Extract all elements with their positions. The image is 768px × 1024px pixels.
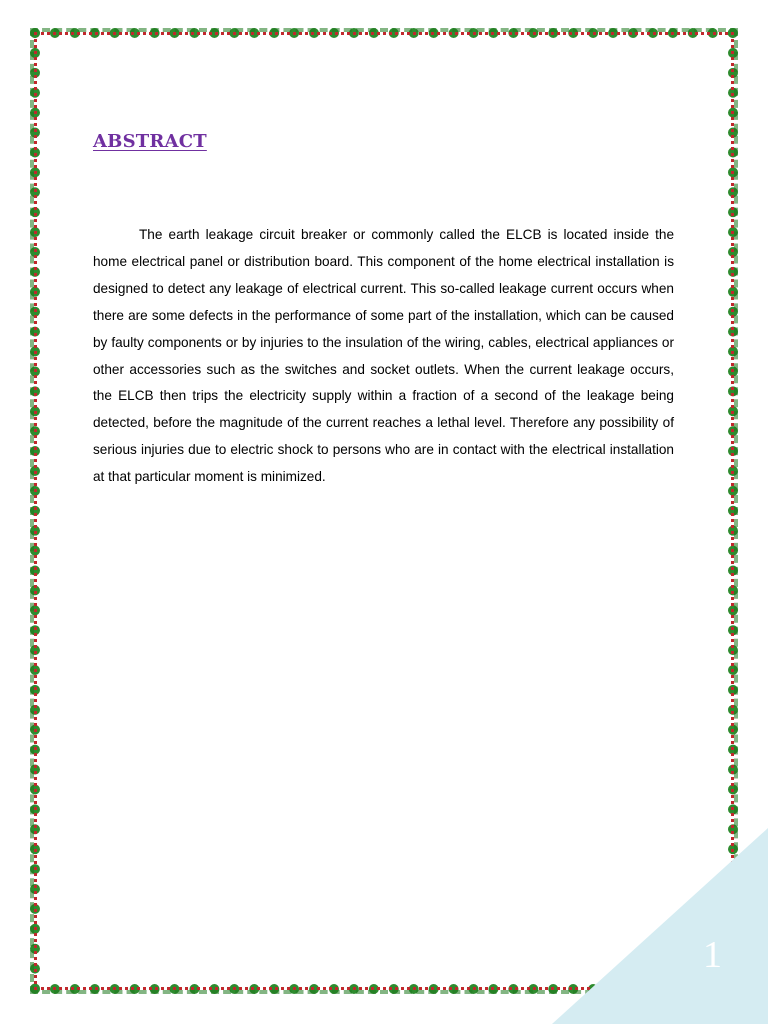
corner-triangle-decoration [552,828,768,1024]
abstract-heading: ABSTRACT [93,131,207,152]
abstract-paragraph: The earth leakage circuit breaker or commonly called the ELCB is located inside the home electrical panel or distribution board. This component of the home electrical installation is designed to detect any leakage of electrical current. This so-called leakage current occurs when there are some defects in the performance of some part of the installation, which can be caused by faulty components or by injuries to the insulation of the wiring, cables, electrical appliances or other accessories such as the switches and socket outlets. When the current leakage occurs, the ELCB then trips the electricity supply within a fraction of a second of the leakage being detected, before the magnitude of the current reaches a lethal level. Therefore any possibility of serious injuries due to electric shock to persons who are in contact with the electrical installation at that particular moment is minimized. [93,227,674,485]
page-number: 1 [703,934,722,976]
